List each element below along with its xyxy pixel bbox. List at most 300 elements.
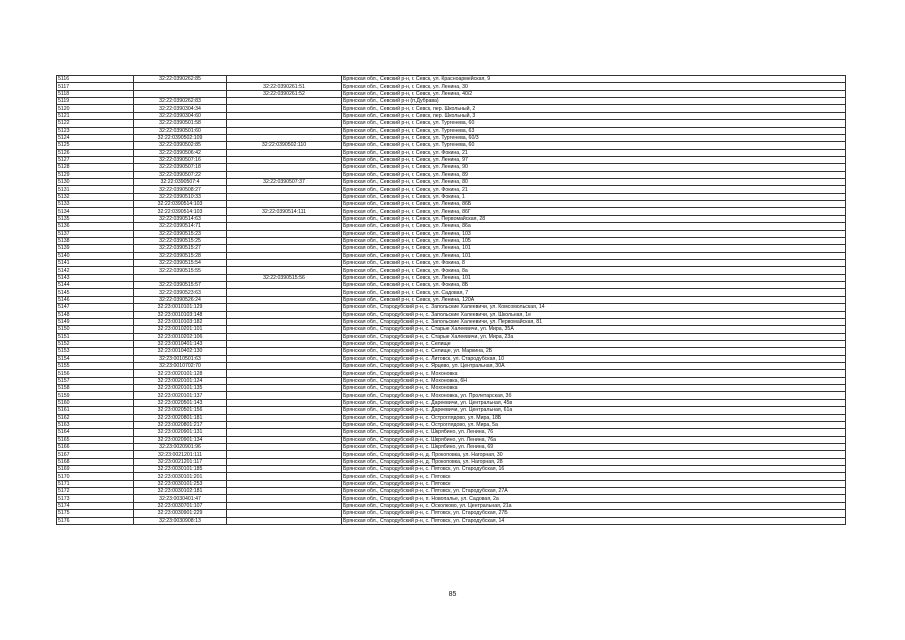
cadastral-number-cell: 32:22:0390502:85 — [134, 142, 227, 149]
table-row — [57, 495, 846, 502]
cadastral-number-cell: 32:23:0020101:135 — [134, 385, 227, 392]
address-cell: Брянская обл., Севский р-н, г. Севск, ул. Ленина, 30 — [342, 83, 846, 90]
row-number-cell: 5121 — [57, 112, 134, 119]
secondary-cadastral-cell — [227, 510, 342, 517]
secondary-cadastral-cell — [227, 466, 342, 473]
cadastral-number-cell: 32:22:0390262:83 — [134, 98, 227, 105]
table-row — [57, 149, 846, 156]
table-row — [57, 237, 846, 244]
cadastral-number-cell: 32:22:0390514:103 — [134, 201, 227, 208]
table-row — [57, 355, 846, 362]
row-number-cell: 5175 — [57, 510, 134, 517]
address-cell: Брянская обл., Севский р-н, г. Севск, ул. Ленина, 97 — [342, 156, 846, 163]
table-row — [57, 407, 846, 414]
table-row — [57, 466, 846, 473]
table-row — [57, 458, 846, 465]
secondary-cadastral-cell — [227, 414, 342, 421]
secondary-cadastral-cell: 32:22:0390507:37 — [227, 179, 342, 186]
secondary-cadastral-cell — [227, 392, 342, 399]
row-number-cell: 5127 — [57, 156, 134, 163]
cadastral-number-cell: 32:23:0030908:13 — [134, 517, 227, 524]
secondary-cadastral-cell — [227, 311, 342, 318]
secondary-cadastral-cell — [227, 215, 342, 222]
address-cell: Брянская обл., Стародубский р-н, с. Запольские Халеевичи, ул. Школьная, 1е — [342, 311, 846, 318]
page-number: 85 — [448, 591, 457, 598]
secondary-cadastral-cell — [227, 186, 342, 193]
secondary-cadastral-cell — [227, 488, 342, 495]
address-cell: Брянская обл., Севский р-н, г. Севск, ул. Тургенева, 63 — [342, 127, 846, 134]
secondary-cadastral-cell — [227, 112, 342, 119]
row-number-cell: 5128 — [57, 164, 134, 171]
secondary-cadastral-cell — [227, 421, 342, 428]
cadastral-number-cell: 32:22:0390514:71 — [134, 223, 227, 230]
table-row — [57, 90, 846, 97]
address-cell: Брянская обл., Стародубский р-н, с. Запольские Халеевичи, ул. Комсомольская, 14 — [342, 304, 846, 311]
address-cell: Брянская обл., Стародубский р-н, п. Новопалье, ул. Садовая, 2а — [342, 495, 846, 502]
cadastral-number-cell: 32:23:0021201:111 — [134, 451, 227, 458]
row-number-cell: 5139 — [57, 245, 134, 252]
cadastral-number-cell: 32:22:0390304:60 — [134, 112, 227, 119]
cadastral-number-cell — [134, 90, 227, 97]
cadastral-number-cell: 32:23:0020901:134 — [134, 436, 227, 443]
secondary-cadastral-cell — [227, 517, 342, 524]
row-number-cell: 5157 — [57, 377, 134, 384]
table-row — [57, 208, 846, 215]
cadastral-number-cell: 32:23:0030901:229 — [134, 510, 227, 517]
address-cell: Брянская обл., Севский р-н, г. Севск, ул. Ленина, 120А — [342, 296, 846, 303]
table-row — [57, 377, 846, 384]
table-row — [57, 127, 846, 134]
secondary-cadastral-cell — [227, 120, 342, 127]
row-number-cell: 5126 — [57, 149, 134, 156]
row-number-cell: 5143 — [57, 274, 134, 281]
table-row — [57, 98, 846, 105]
address-cell: Брянская обл., Стародубский р-н, д. Прокоповка, ул. Нагорная, 30 — [342, 451, 846, 458]
address-cell: Брянская обл., Севский р-н, г. Севск, ул. Ленина, 86а — [342, 223, 846, 230]
row-number-cell: 5131 — [57, 186, 134, 193]
secondary-cadastral-cell — [227, 223, 342, 230]
cadastral-number-cell: 32:22:0390507:18 — [134, 164, 227, 171]
table-row — [57, 179, 846, 186]
row-number-cell: 5137 — [57, 230, 134, 237]
address-cell: Брянская обл., Стародубский р-н, с. Пятовск, ул. Стародубская, 16 — [342, 466, 846, 473]
secondary-cadastral-cell — [227, 480, 342, 487]
row-number-cell: 5169 — [57, 466, 134, 473]
secondary-cadastral-cell — [227, 377, 342, 384]
secondary-cadastral-cell — [227, 245, 342, 252]
address-cell: Брянская обл., Стародубский р-н, с. Селище — [342, 340, 846, 347]
secondary-cadastral-cell — [227, 340, 342, 347]
secondary-cadastral-cell — [227, 237, 342, 244]
address-cell: Брянская обл., Севский р-н, г. Севск, ул. Ленина, 101 — [342, 274, 846, 281]
secondary-cadastral-cell — [227, 407, 342, 414]
address-cell: Брянская обл., Севский р-н, г. Севск, ул. Фокина, 8а — [342, 267, 846, 274]
secondary-cadastral-cell — [227, 370, 342, 377]
row-number-cell: 5153 — [57, 348, 134, 355]
address-cell: Брянская обл., Севский р-н, г. Севск, ул. Ленина, 86Б — [342, 201, 846, 208]
table-row — [57, 399, 846, 406]
secondary-cadastral-cell — [227, 473, 342, 480]
secondary-cadastral-cell — [227, 495, 342, 502]
row-number-cell: 5123 — [57, 127, 134, 134]
table-row — [57, 201, 846, 208]
secondary-cadastral-cell — [227, 259, 342, 266]
secondary-cadastral-cell — [227, 282, 342, 289]
secondary-cadastral-cell — [227, 134, 342, 141]
secondary-cadastral-cell — [227, 385, 342, 392]
row-number-cell: 5148 — [57, 311, 134, 318]
table-row — [57, 318, 846, 325]
secondary-cadastral-cell — [227, 252, 342, 259]
cadastral-number-cell: 32:23:0020101:124 — [134, 377, 227, 384]
address-cell: Брянская обл., Севский р-н (п.Дубрава) — [342, 98, 846, 105]
table-row — [57, 340, 846, 347]
cadastral-number-cell: 32:23:0010501:63 — [134, 355, 227, 362]
address-cell: Брянская обл., Стародубский р-н, с. Остроглядово, ул. Мира, 5а — [342, 421, 846, 428]
secondary-cadastral-cell: 32:22:0390502:110 — [227, 142, 342, 149]
secondary-cadastral-cell — [227, 171, 342, 178]
row-number-cell: 5140 — [57, 252, 134, 259]
address-cell: Брянская обл., Севский р-н, г. Севск, пер. Школьный, 3 — [342, 112, 846, 119]
cadastral-number-cell: 32:23:0030102:181 — [134, 488, 227, 495]
secondary-cadastral-cell — [227, 98, 342, 105]
address-cell: Брянская обл., Севский р-н, г. Севск, ул. Ленина, 101 — [342, 245, 846, 252]
table-row — [57, 502, 846, 509]
cadastral-number-cell: 32:23:0010401:143 — [134, 340, 227, 347]
address-cell: Брянская обл., Стародубский р-н, с. Ярцево, ул. Центральная, 30А — [342, 363, 846, 370]
address-cell: Брянская обл., Севский р-н, г. Севск, ул. Ленина, 90 — [342, 164, 846, 171]
row-number-cell: 5172 — [57, 488, 134, 495]
address-cell: Брянская обл., Стародубский р-н, с. Шкрябино, ул. Ленина, 76а — [342, 436, 846, 443]
cadastral-number-cell: 32:23:0021201:117 — [134, 458, 227, 465]
row-number-cell: 5124 — [57, 134, 134, 141]
row-number-cell: 5117 — [57, 83, 134, 90]
address-cell: Брянская обл., Стародубский р-н, с. Пятовск, ул. Стародубская, 14 — [342, 517, 846, 524]
secondary-cadastral-cell — [227, 429, 342, 436]
cadastral-number-cell: 32:23:0030401:47 — [134, 495, 227, 502]
row-number-cell: 5118 — [57, 90, 134, 97]
secondary-cadastral-cell — [227, 333, 342, 340]
row-number-cell: 5164 — [57, 429, 134, 436]
address-cell: Брянская обл., Севский р-н, г. Севск, ул. Ленина, 101 — [342, 252, 846, 259]
row-number-cell: 5125 — [57, 142, 134, 149]
cadastral-number-cell: 32:22:0390515:57 — [134, 282, 227, 289]
table-row — [57, 348, 846, 355]
table-row — [57, 223, 846, 230]
cadastral-number-cell: 32:22:0390510:33 — [134, 193, 227, 200]
secondary-cadastral-cell — [227, 164, 342, 171]
address-cell: Брянская обл., Стародубский р-н, с. Дареевичи, ул. Центральная, 61а — [342, 407, 846, 414]
secondary-cadastral-cell — [227, 363, 342, 370]
address-cell: Брянская обл., Стародубский р-н, с. Литовск, ул. Стародубская, 10 — [342, 355, 846, 362]
table-row — [57, 134, 846, 141]
table-row — [57, 311, 846, 318]
address-cell: Брянская обл., Севский р-н, г. Севск, ул. Ленина, 40/2 — [342, 90, 846, 97]
table-row — [57, 259, 846, 266]
cadastral-number-cell: 32:23:0020501:156 — [134, 407, 227, 414]
address-cell: Брянская обл., Стародубский р-н, с. Старые Халеевичи, ул. Мира, 35А — [342, 326, 846, 333]
address-cell: Брянская обл., Севский р-н, г. Севск, ул. Фокина, 1 — [342, 193, 846, 200]
table-row — [57, 510, 846, 517]
cadastral-number-cell: 32:23:0020901:96 — [134, 443, 227, 450]
address-cell: Брянская обл., Стародубский р-н, с. Мохоновка — [342, 370, 846, 377]
cadastral-number-cell: 32:22:0390515:54 — [134, 259, 227, 266]
row-number-cell: 5141 — [57, 259, 134, 266]
cadastral-number-cell: 32:22:0390501:60 — [134, 127, 227, 134]
address-cell: Брянская обл., Севский р-н, г. Севск, ул. Тургенева, 60/3 — [342, 134, 846, 141]
address-cell: Брянская обл., Севский р-н, г. Севск, ул. Красноармейская, 9 — [342, 76, 846, 83]
table-row — [57, 105, 846, 112]
records-table-body — [57, 76, 846, 525]
cadastral-number-cell: 32:22:0390262:85 — [134, 76, 227, 83]
address-cell: Брянская обл., Севский р-н, г. Севск, ул. Ленина, 80 — [342, 179, 846, 186]
secondary-cadastral-cell — [227, 267, 342, 274]
secondary-cadastral-cell — [227, 304, 342, 311]
address-cell: Брянская обл., Стародубский р-н, с. Осколково, ул. Центральная, 21а — [342, 502, 846, 509]
cadastral-number-cell: 32:23:0010101:129 — [134, 304, 227, 311]
secondary-cadastral-cell: 32:22:0390515:56 — [227, 274, 342, 281]
cadastral-number-cell: 32:23:0010103:148 — [134, 311, 227, 318]
table-row — [57, 429, 846, 436]
cadastral-number-cell: 32:22:0390508:27 — [134, 186, 227, 193]
address-cell: Брянская обл., Стародубский р-н, с. Дареевичи, ул. Центральная, 45в — [342, 399, 846, 406]
address-cell: Брянская обл., Стародубский р-н, с. Пятовск, ул. Стародубская, 27А — [342, 488, 846, 495]
cadastral-number-cell: 32:23:0020801:181 — [134, 414, 227, 421]
address-cell: Брянская обл., Стародубский р-н, с. Мохоновка, 6Н — [342, 377, 846, 384]
table-row — [57, 267, 846, 274]
cadastral-number-cell: 32:22:0390514:103 — [134, 208, 227, 215]
secondary-cadastral-cell — [227, 230, 342, 237]
cadastral-number-cell: 32:22:0390515:55 — [134, 267, 227, 274]
secondary-cadastral-cell — [227, 318, 342, 325]
table-row — [57, 488, 846, 495]
address-cell: Брянская обл., Стародубский р-н, с. Мохоновка, ул. Пролетарская, 3б — [342, 392, 846, 399]
table-row — [57, 385, 846, 392]
cadastral-number-cell: 32:22:0390523:63 — [134, 289, 227, 296]
row-number-cell: 5145 — [57, 289, 134, 296]
row-number-cell: 5149 — [57, 318, 134, 325]
cadastral-number-cell: 32:23:0020101:128 — [134, 370, 227, 377]
address-cell: Брянская обл., Стародубский р-н, с. Шкрябино, ул. Ленина, 76 — [342, 429, 846, 436]
secondary-cadastral-cell — [227, 451, 342, 458]
address-cell: Брянская обл., Стародубский р-н, д. Прокоповка, ул. Нагорная, 28 — [342, 458, 846, 465]
row-number-cell: 5119 — [57, 98, 134, 105]
address-cell: Брянская обл., Севский р-н, г. Севск, ул. Фокина, 8Б — [342, 282, 846, 289]
address-cell: Брянская обл., Стародубский р-н, с. Селище, ул. Маркина, 2Б — [342, 348, 846, 355]
secondary-cadastral-cell — [227, 201, 342, 208]
secondary-cadastral-cell — [227, 296, 342, 303]
row-number-cell: 5156 — [57, 370, 134, 377]
table-row — [57, 186, 846, 193]
table-row — [57, 112, 846, 119]
row-number-cell: 5116 — [57, 76, 134, 83]
row-number-cell: 5171 — [57, 480, 134, 487]
cadastral-number-cell: 32:22:0390506:42 — [134, 149, 227, 156]
address-cell: Брянская обл., Севский р-н, г. Севск, ул. Тургенева, 60 — [342, 142, 846, 149]
cadastral-number-cell: 32:22:0390507:22 — [134, 171, 227, 178]
row-number-cell: 5132 — [57, 193, 134, 200]
table-row — [57, 443, 846, 450]
row-number-cell: 5120 — [57, 105, 134, 112]
secondary-cadastral-cell: 32:22:0390261:51 — [227, 83, 342, 90]
table-row — [57, 421, 846, 428]
table-row — [57, 120, 846, 127]
row-number-cell: 5165 — [57, 436, 134, 443]
row-number-cell: 5158 — [57, 385, 134, 392]
row-number-cell: 5138 — [57, 237, 134, 244]
cadastral-number-cell: 32:23:0030701:107 — [134, 502, 227, 509]
cadastral-number-cell: 32:23:0030101:185 — [134, 466, 227, 473]
cadastral-number-cell: 32:22:0390515:28 — [134, 252, 227, 259]
cadastral-number-cell: 32:22:0390526:24 — [134, 296, 227, 303]
cadastral-number-cell: 32:22:0390515:23 — [134, 230, 227, 237]
row-number-cell: 5162 — [57, 414, 134, 421]
table-row — [57, 289, 846, 296]
row-number-cell: 5159 — [57, 392, 134, 399]
secondary-cadastral-cell — [227, 443, 342, 450]
table-row — [57, 480, 846, 487]
secondary-cadastral-cell — [227, 76, 342, 83]
secondary-cadastral-cell: 32:22:0390514:111 — [227, 208, 342, 215]
row-number-cell: 5142 — [57, 267, 134, 274]
secondary-cadastral-cell — [227, 326, 342, 333]
table-row — [57, 370, 846, 377]
cadastral-number-cell: 32:22:0390507:4 — [134, 179, 227, 186]
row-number-cell: 5163 — [57, 421, 134, 428]
secondary-cadastral-cell — [227, 127, 342, 134]
address-cell: Брянская обл., Стародубский р-н, с. Шкрябино, ул. Ленина, 69 — [342, 443, 846, 450]
table-row — [57, 392, 846, 399]
secondary-cadastral-cell — [227, 348, 342, 355]
address-cell: Брянская обл., Стародубский р-н, с. Запольские Халеевичи, ул. Первомайская, 81 — [342, 318, 846, 325]
secondary-cadastral-cell — [227, 105, 342, 112]
row-number-cell: 5146 — [57, 296, 134, 303]
row-number-cell: 5144 — [57, 282, 134, 289]
address-cell: Брянская обл., Стародубский р-н, с. Пятовск, ул. Стародубская, 27Б — [342, 510, 846, 517]
cadastral-number-cell: 32:23:0030101:253 — [134, 480, 227, 487]
cadastral-number-cell: 32:22:0390515:27 — [134, 245, 227, 252]
cadastral-number-cell: 32:22:0390515:25 — [134, 237, 227, 244]
secondary-cadastral-cell — [227, 156, 342, 163]
row-number-cell: 5130 — [57, 179, 134, 186]
row-number-cell: 5150 — [57, 326, 134, 333]
cadastral-number-cell: 32:22:0390502:109 — [134, 134, 227, 141]
cadastral-number-cell: 32:23:0020101:137 — [134, 392, 227, 399]
secondary-cadastral-cell — [227, 193, 342, 200]
table-row — [57, 517, 846, 524]
cadastral-number-cell: 32:22:0390507:16 — [134, 156, 227, 163]
table-row — [57, 296, 846, 303]
records-table — [56, 75, 846, 525]
row-number-cell: 5161 — [57, 407, 134, 414]
secondary-cadastral-cell — [227, 458, 342, 465]
cadastral-number-cell: 32:22:0390304:34 — [134, 105, 227, 112]
secondary-cadastral-cell — [227, 149, 342, 156]
row-number-cell: 5136 — [57, 223, 134, 230]
secondary-cadastral-cell — [227, 502, 342, 509]
table-row — [57, 76, 846, 83]
row-number-cell: 5160 — [57, 399, 134, 406]
address-cell: Брянская обл., Севский р-н, г. Севск, ул. Ленина, 86Г — [342, 208, 846, 215]
table-row — [57, 326, 846, 333]
address-cell: Брянская обл., Севский р-н, г. Севск, ул. Первомайская, 28 — [342, 215, 846, 222]
secondary-cadastral-cell — [227, 399, 342, 406]
table-row — [57, 245, 846, 252]
table-row — [57, 83, 846, 90]
cadastral-number-cell: 32:23:0020801:217 — [134, 421, 227, 428]
row-number-cell: 5176 — [57, 517, 134, 524]
table-row — [57, 363, 846, 370]
address-cell: Брянская обл., Севский р-н, г. Севск, ул. Фокина, 21 — [342, 149, 846, 156]
address-cell: Брянская обл., Севский р-н, г. Севск, пер. Школьный, 2 — [342, 105, 846, 112]
cadastral-number-cell: 32:23:0020501:143 — [134, 399, 227, 406]
row-number-cell: 5174 — [57, 502, 134, 509]
row-number-cell: 5135 — [57, 215, 134, 222]
row-number-cell: 5134 — [57, 208, 134, 215]
row-number-cell: 5129 — [57, 171, 134, 178]
row-number-cell: 5155 — [57, 363, 134, 370]
table-row — [57, 164, 846, 171]
table-row — [57, 171, 846, 178]
cadastral-number-cell: 32:23:0010202:106 — [134, 333, 227, 340]
row-number-cell: 5168 — [57, 458, 134, 465]
cadastral-number-cell: 32:23:0020901:131 — [134, 429, 227, 436]
address-cell: Брянская обл., Севский р-н, г. Севск, ул. Фокина, 21 — [342, 186, 846, 193]
table-row — [57, 414, 846, 421]
cadastral-number-cell: 32:22:0390514:63 — [134, 215, 227, 222]
table-row — [57, 436, 846, 443]
table-row — [57, 451, 846, 458]
secondary-cadastral-cell — [227, 289, 342, 296]
row-number-cell: 5154 — [57, 355, 134, 362]
table-row — [57, 252, 846, 259]
cadastral-number-cell: 32:23:0010103:182 — [134, 318, 227, 325]
table-row — [57, 333, 846, 340]
cadastral-number-cell — [134, 274, 227, 281]
address-cell: Брянская обл., Севский р-н, г. Севск, ул. Ленина, 103 — [342, 230, 846, 237]
row-number-cell: 5170 — [57, 473, 134, 480]
address-cell: Брянская обл., Стародубский р-н, с. Остроглядово, ул. Мира, 18Б — [342, 414, 846, 421]
table-row — [57, 282, 846, 289]
address-cell: Брянская обл., Севский р-н, г. Севск, ул. Фокина, 8 — [342, 259, 846, 266]
address-cell: Брянская обл., Севский р-н, г. Севск, ул. Тургенева, 60 — [342, 120, 846, 127]
secondary-cadastral-cell — [227, 436, 342, 443]
cadastral-number-cell: 32:23:0010201:101 — [134, 326, 227, 333]
address-cell: Брянская обл., Стародубский р-н, с. Пятовск — [342, 480, 846, 487]
table-row — [57, 304, 846, 311]
row-number-cell: 5133 — [57, 201, 134, 208]
address-cell: Брянская обл., Севский р-н, г. Севск, ул. Ленина, 105 — [342, 237, 846, 244]
cadastral-number-cell: 32:23:0030101:201 — [134, 473, 227, 480]
table-row — [57, 193, 846, 200]
row-number-cell: 5147 — [57, 304, 134, 311]
row-number-cell: 5166 — [57, 443, 134, 450]
cadastral-number-cell: 32:22:0390501:58 — [134, 120, 227, 127]
table-row — [57, 230, 846, 237]
row-number-cell: 5122 — [57, 120, 134, 127]
table-row — [57, 142, 846, 149]
row-number-cell: 5152 — [57, 340, 134, 347]
address-cell: Брянская обл., Севский р-н, г. Севск, ул. Ленина, 89 — [342, 171, 846, 178]
row-number-cell: 5173 — [57, 495, 134, 502]
cadastral-number-cell — [134, 83, 227, 90]
address-cell: Брянская обл., Севский р-н, г. Севск, ул. Садовая, 7 — [342, 289, 846, 296]
table-row — [57, 274, 846, 281]
table-row — [57, 473, 846, 480]
secondary-cadastral-cell: 32:22:0390261:52 — [227, 90, 342, 97]
cadastral-number-cell: 32:23:0010702:70 — [134, 363, 227, 370]
address-cell: Брянская обл., Стародубский р-н, с. Пятовск — [342, 473, 846, 480]
